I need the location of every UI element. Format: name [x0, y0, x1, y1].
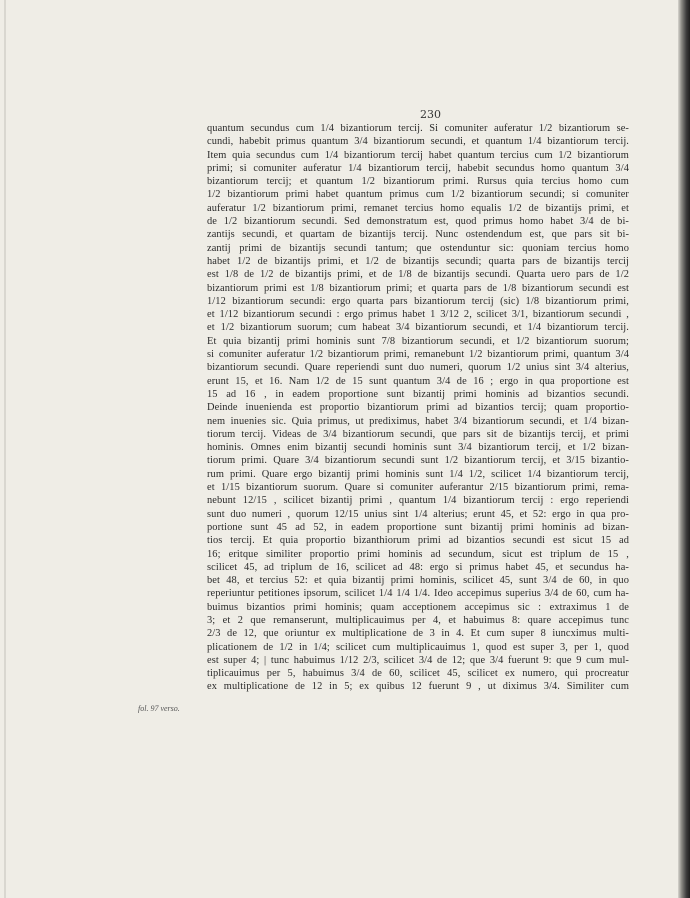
text-line: 15 ad 16 , in eadem proportione sunt bizantij primi hominis ad bizantios secundi.	[207, 388, 629, 400]
text-line: et 1/12 bizantiorum secundi : ergo primus habet 1 3/12 2, scilicet 3/1, bizantiorum secundi ,	[207, 309, 629, 321]
text-line: Et quia bizantij primi hominis sunt 7/8 bizantiorum secundi, et 1/2 bizantiorum suorum;	[207, 335, 629, 347]
text-line: est super 4; | tunc habuimus 1/12 2/3, scilicet 3/4 de 12; que 3/4 fuerunt 9: que 9 cum mul-	[207, 654, 629, 666]
text-line: Item quia secundus cum 1/4 bizantiorum tercij habet quantum tercius cum 1/2 bizantiorum	[207, 149, 629, 161]
body-text	[207, 122, 629, 694]
text-line: plicationem de 1/2 in 1/4; scilicet cum multiplicauimus 1, quod est super 3, per 1, quod	[207, 641, 629, 653]
text-line: tiorum tercij. Videas de 3/4 bizantiorum secundi, que pars sit de bizantijs tercij, et primi	[207, 428, 629, 440]
text-line: auferatur 1/2 bizantiorum primi, remanet tercius homo equalis 1/2 de bizantijs primi, et	[207, 202, 629, 214]
text-line: habet 1/2 de bizantijs primi, et 1/2 de bizantijs secundi; quarta pars de bizantijs tercij	[207, 255, 629, 267]
text-line: cundi, habebit primus quantum 3/4 bizantiorum secundi, et quantum 1/4 bizantiorum tercij.	[207, 136, 629, 148]
text-line: bizantiorum secundi. Quare reperiendi sunt duo numeri, quorum 1/2 unius sint 3/4 alterius,	[207, 362, 629, 374]
text-line: 3; et 2 que remanserunt, multiplicauimus per 4, et habuimus 8: quare accepimus tunc	[207, 614, 629, 626]
page-number: 230	[420, 108, 441, 121]
text-line: tiplicauimus per 5, habuimus 3/4 de 60, scilicet 45, scilicet ex numero, qui procreatur	[207, 668, 629, 680]
text-line: sunt duo numeri , quorum 12/15 unius sint 1/4 alterius; erunt 45, et 52: ergo in qua pro-	[207, 508, 629, 520]
text-line: ex multiplicatione de 12 in 5; ex quibus 12 fuerunt 9 , ut diximus 3/4. Similiter cum	[207, 681, 629, 693]
text-line: tiorum primi. Quare 3/4 bizantiorum secundi sunt 1/2 bizantiorum tercij, et 3/15 bizantio-	[207, 455, 629, 467]
text-line: rum primi. Quare ergo bizantij primi hominis sunt 1/4 1/2, scilicet 1/4 bizantiorum tercij,	[207, 468, 629, 480]
text-line: de 1/2 bizantiorum secundi. Sed demonstratum est, quod primus homo habet 3/4 de bi-	[207, 216, 629, 228]
text-line: hominis. Omnes enim bizantij secundi hominis sunt 3/4 bizantiorum tercij, et 1/2 bizan-	[207, 442, 629, 454]
text-line: est 1/8 de 1/2 de bizantijs primi, et de 1/8 de bizantijs secundi. Quarta uero pars de 1/2	[207, 269, 629, 281]
text-line: scilicet 45, ad triplum de 16, scilicet ad 48: ergo si primus habet 45, et secundus ha-	[207, 561, 629, 573]
text-line: bizantiorum tercij; et quantum 1/2 bizantiorum primi. Rursus quia tercius homo cum	[207, 176, 629, 188]
marginal-note: fol. 97 verso.	[138, 704, 180, 713]
text-line: 16; eritque similiter proportio primi hominis ad secundum, sicut est triplum de 15 ,	[207, 548, 629, 560]
text-line: zantij primi de bizantijs secundi tantum; que ostenduntur sic: quoniam tercius homo	[207, 242, 629, 254]
text-line: et 1/2 bizantiorum suorum; cum habeat 3/4 bizantiorum secundi, et 1/4 bizantiorum tercij.	[207, 322, 629, 334]
text-line: tios tercij. Et quia proportio bizanthiorum primi ad bizantios secundi est sicut 15 ad	[207, 535, 629, 547]
text-line: nem inuenies sic. Quia primus, ut prediximus, habet 3/4 bizantiorum secundi, et 1/4 bizan-	[207, 415, 629, 427]
text-line: 2/3 de 12, que oriuntur ex multiplicatione de 3 in 4. Et cum super 8 iuncximus multi-	[207, 628, 629, 640]
text-line: nebunt 12/15 , scilicet bizantij primi , quantum 1/4 bizantiorum tercij : ergo reperiendi	[207, 495, 629, 507]
text-line: Deinde inuenienda est proportio bizantiorum primi ad bizantios tercij; quam proportio-	[207, 402, 629, 414]
text-line: buimus bizantios primi hominis; quam acceptionem accepimus sic : extraximus 1 de	[207, 601, 629, 613]
text-line: 1/2 bizantiorum primi habet quantum primus cum 1/2 bizantiorum secundi; si comuniter	[207, 189, 629, 201]
text-line: erunt 15, et 16. Nam 1/2 de 15 sunt quantum 3/4 de 16 ; ergo in qua proportione est	[207, 375, 629, 387]
text-line: et 1/15 bizantiorum suorum. Quare si comuniter auferantur 2/15 bizantiorum primi, rema-	[207, 482, 629, 494]
text-line: bet 48, et tercius 52: et quia bizantij primi hominis, scilicet 45, sunt 3/4 de 60, in quo	[207, 575, 629, 587]
text-line: quantum secundus cum 1/4 bizantiorum tercij. Si comuniter auferatur 1/2 bizantiorum se-	[207, 123, 629, 134]
text-line: reperiuntur petitiones ipsorum, scilicet 1/4 1/4 1/4. Ideo accepimus superius 3/4 de 60, cum ha-	[207, 588, 629, 600]
book-spine	[678, 0, 690, 898]
text-line: bizantiorum primi est 1/8 bizantiorum primi; et quarta pars de 1/8 bizantiorum secundi est	[207, 282, 629, 294]
text-line: 1/12 bizantiorum secundi: ergo quarta pars bizantiorum tercij (sic) 1/8 bizantiorum primi,	[207, 295, 629, 307]
text-line: portione sunt 45 ad 52, in eadem proportione sunt bizantij primi hominis ad bizan-	[207, 521, 629, 533]
text-line: zantijs secundi, et quartam de bizantijs tercij. Nunc ostendendum est, que pars sit bi-	[207, 229, 629, 241]
text-line: primi; si comuniter auferatur 1/4 bizantiorum tercij, habebit secundus homo quantum 3/4	[207, 162, 629, 174]
page-edge-shadow	[4, 0, 6, 898]
text-line: si comuniter auferatur 1/2 bizantiorum primi, remanebunt 1/2 bizantiorum primi, quantum 3/4	[207, 349, 629, 361]
